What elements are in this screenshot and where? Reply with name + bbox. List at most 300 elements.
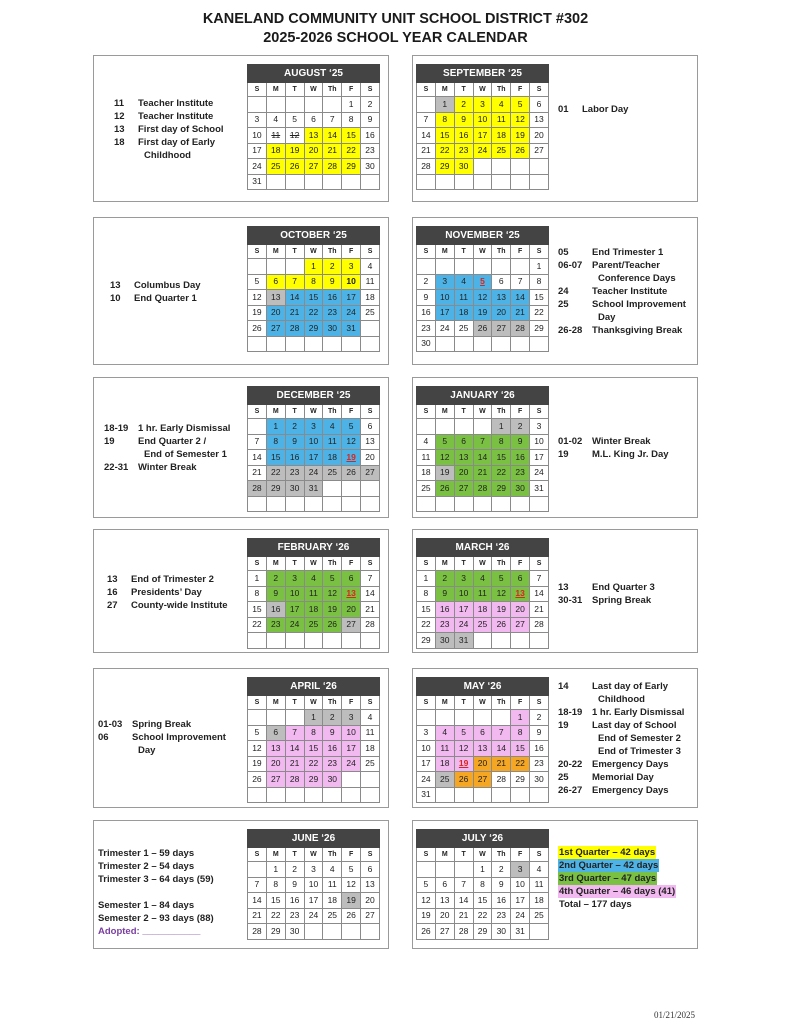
month-header-february: FEBRUARY ‘26 — [248, 539, 380, 557]
day-cell: 27 — [530, 143, 549, 159]
day-cell: 11 — [323, 877, 342, 893]
note-text: School Improvement — [592, 299, 686, 310]
month-header-june: JUNE ‘26 — [248, 830, 380, 848]
weekday-label: M — [266, 245, 285, 259]
day-cell: 5 — [435, 434, 454, 450]
day-cell: 13 — [492, 290, 511, 306]
day-number: 13 — [515, 588, 525, 599]
day-cell: 28 — [492, 772, 511, 788]
day-cell: 26 — [454, 772, 473, 788]
day-cell: 14 — [248, 450, 267, 466]
day-cell: 21 — [473, 465, 492, 481]
weekday-label: M — [435, 245, 454, 259]
day-cell — [492, 159, 511, 175]
weekday-label: S — [248, 696, 267, 710]
weekday-label: W — [304, 405, 323, 419]
note-row — [558, 732, 684, 745]
note-row — [114, 136, 224, 149]
weekday-label: Th — [492, 696, 511, 710]
calendar-june — [247, 829, 380, 940]
note-row — [558, 259, 686, 272]
calendar-december — [247, 386, 380, 512]
note-row — [558, 448, 669, 461]
month-header-may: MAY ‘26 — [417, 678, 549, 696]
note-date: 25 — [558, 299, 569, 310]
day-cell — [248, 862, 267, 878]
weekday-label: F — [342, 405, 361, 419]
day-cell: 11 — [530, 877, 549, 893]
day-cell — [248, 787, 267, 803]
notes-december — [104, 422, 230, 474]
weekday-label: W — [473, 405, 492, 419]
note-row — [104, 422, 230, 435]
day-cell: 27 — [342, 617, 361, 633]
day-cell: 26 — [323, 617, 342, 633]
day-cell: 20 — [454, 465, 473, 481]
day-cell: 13 — [361, 877, 380, 893]
day-cell — [342, 450, 361, 466]
day-cell: 31 — [248, 174, 267, 190]
day-cell — [361, 321, 380, 337]
day-cell: 16 — [323, 741, 342, 757]
legend-quarter-3: 3rd Quarter – 47 days — [559, 873, 657, 884]
note-text: Winter Break — [138, 462, 197, 473]
note-text: Day — [598, 312, 616, 323]
day-cell: 29 — [435, 159, 454, 175]
day-cell: 14 — [285, 290, 304, 306]
day-cell: 1 — [511, 710, 530, 726]
day-cell — [454, 259, 473, 275]
day-cell: 23 — [530, 756, 549, 772]
day-cell: 17 — [417, 756, 436, 772]
weekday-label: T — [285, 696, 304, 710]
day-cell: 10 — [285, 586, 304, 602]
day-cell — [304, 336, 323, 352]
day-cell — [473, 336, 492, 352]
day-cell: 28 — [248, 481, 267, 497]
day-cell — [248, 710, 267, 726]
trimester-3-total: Trimester 3 – 64 days (59) — [98, 874, 214, 885]
note-text: Thanksgiving Break — [592, 325, 683, 336]
day-cell — [473, 633, 492, 649]
day-cell: 18 — [266, 143, 285, 159]
day-cell: 8 — [266, 434, 285, 450]
day-cell: 25 — [304, 617, 323, 633]
day-cell — [435, 174, 454, 190]
day-number: 19 — [458, 758, 469, 769]
day-cell — [530, 924, 549, 940]
weekday-label: F — [342, 83, 361, 97]
day-cell: 11 — [454, 290, 473, 306]
weekday-label: M — [435, 83, 454, 97]
day-cell: 4 — [323, 862, 342, 878]
note-row — [558, 581, 655, 594]
note-row — [114, 149, 224, 162]
day-cell: 13 — [266, 290, 285, 306]
day-cell — [342, 586, 361, 602]
weekday-label: F — [342, 557, 361, 571]
notes-november — [558, 246, 686, 337]
note-row — [558, 680, 684, 693]
day-cell: 1 — [266, 862, 285, 878]
day-cell — [492, 787, 511, 803]
day-cell: 8 — [304, 725, 323, 741]
weekday-label: F — [511, 848, 530, 862]
weekday-label: W — [473, 848, 492, 862]
day-cell: 17 — [342, 741, 361, 757]
day-cell: 14 — [248, 893, 267, 909]
note-text: End of Trimester 3 — [598, 746, 681, 757]
day-cell: 10 — [435, 290, 454, 306]
day-cell — [304, 97, 323, 113]
note-row — [110, 279, 201, 292]
day-cell: 18 — [454, 305, 473, 321]
month-header-march: MARCH ‘26 — [417, 539, 549, 557]
weekday-label: T — [454, 696, 473, 710]
quarter-legend — [558, 846, 676, 911]
day-cell — [285, 496, 304, 512]
note-date: 24 — [558, 286, 569, 297]
day-cell: 15 — [530, 290, 549, 306]
month-header-january: JANUARY ‘26 — [417, 387, 549, 405]
day-cell: 31 — [511, 924, 530, 940]
day-cell: 26 — [342, 465, 361, 481]
day-cell: 30 — [454, 159, 473, 175]
day-cell — [285, 259, 304, 275]
day-cell: 7 — [285, 725, 304, 741]
note-row — [558, 435, 669, 448]
day-cell — [511, 259, 530, 275]
day-cell: 9 — [454, 112, 473, 128]
day-cell: 23 — [266, 617, 285, 633]
day-cell: 6 — [266, 274, 285, 290]
day-cell: 25 — [435, 772, 454, 788]
note-row — [558, 285, 686, 298]
weekday-label: T — [454, 557, 473, 571]
day-cell — [361, 633, 380, 649]
day-cell — [285, 128, 304, 144]
calendar-february — [247, 538, 380, 649]
month-header-october: OCTOBER ‘25 — [248, 227, 380, 245]
note-row — [558, 324, 686, 337]
weekday-label: W — [304, 848, 323, 862]
day-cell: 30 — [417, 336, 436, 352]
day-cell: 12 — [323, 586, 342, 602]
day-cell: 15 — [342, 128, 361, 144]
day-cell: 19 — [342, 893, 361, 909]
day-cell — [435, 419, 454, 435]
note-text: Childhood — [144, 150, 191, 161]
calendar-january — [416, 386, 549, 512]
day-cell: 15 — [417, 602, 436, 618]
weekday-label: M — [435, 557, 454, 571]
day-cell: 26 — [248, 321, 267, 337]
note-row — [558, 693, 684, 706]
day-cell: 3 — [285, 571, 304, 587]
weekday-label: S — [417, 848, 436, 862]
day-cell: 2 — [492, 862, 511, 878]
day-cell — [473, 174, 492, 190]
day-cell: 6 — [454, 434, 473, 450]
weekday-label: S — [361, 83, 380, 97]
day-cell — [530, 633, 549, 649]
day-cell: 24 — [342, 756, 361, 772]
day-cell: 8 — [342, 112, 361, 128]
day-cell: 18 — [530, 893, 549, 909]
weekday-label: F — [511, 83, 530, 97]
day-cell: 9 — [266, 586, 285, 602]
day-cell: 9 — [511, 434, 530, 450]
day-cell: 23 — [435, 617, 454, 633]
day-cell: 28 — [361, 617, 380, 633]
note-row — [558, 594, 655, 607]
day-cell: 14 — [511, 290, 530, 306]
day-cell: 4 — [530, 862, 549, 878]
day-cell — [304, 787, 323, 803]
day-cell: 27 — [511, 617, 530, 633]
day-cell — [285, 174, 304, 190]
day-cell: 25 — [323, 908, 342, 924]
day-cell: 9 — [417, 290, 436, 306]
note-text: First day of School — [138, 124, 224, 135]
day-cell: 3 — [454, 571, 473, 587]
trimester-2-total: Trimester 2 – 54 days — [98, 861, 195, 872]
day-cell: 3 — [248, 112, 267, 128]
day-cell: 11 — [361, 725, 380, 741]
day-cell: 19 — [492, 602, 511, 618]
note-date: 01-02 — [558, 436, 583, 447]
day-cell: 4 — [361, 259, 380, 275]
day-cell: 31 — [304, 481, 323, 497]
day-cell: 3 — [473, 97, 492, 113]
weekday-label: T — [454, 245, 473, 259]
day-cell: 15 — [266, 450, 285, 466]
day-cell: 15 — [435, 128, 454, 144]
note-row — [98, 744, 226, 757]
month-header-november: NOVEMBER ‘25 — [417, 227, 549, 245]
day-cell: 23 — [417, 321, 436, 337]
day-cell: 3 — [304, 419, 323, 435]
month-header-july: JULY ‘26 — [417, 830, 549, 848]
note-date: 27 — [107, 600, 118, 611]
day-cell: 8 — [417, 586, 436, 602]
day-cell: 10 — [473, 112, 492, 128]
day-cell: 21 — [285, 305, 304, 321]
weekday-label: Th — [323, 557, 342, 571]
note-date: 25 — [558, 772, 569, 783]
note-text: Conference Days — [598, 273, 676, 284]
weekday-label: W — [473, 245, 492, 259]
day-cell: 22 — [266, 465, 285, 481]
district-title: KANELAND COMMUNITY UNIT SCHOOL DISTRICT #302 — [202, 11, 589, 27]
day-cell — [266, 97, 285, 113]
day-cell: 21 — [248, 465, 267, 481]
day-cell — [435, 862, 454, 878]
note-row — [558, 706, 684, 719]
day-cell — [417, 174, 436, 190]
day-cell: 2 — [454, 97, 473, 113]
day-cell — [361, 481, 380, 497]
day-cell — [248, 259, 267, 275]
semester-1-total: Semester 1 – 84 days — [98, 900, 195, 911]
day-cell: 23 — [511, 465, 530, 481]
day-cell: 30 — [323, 321, 342, 337]
day-cell: 31 — [417, 787, 436, 803]
day-cell: 4 — [417, 434, 436, 450]
day-cell: 28 — [511, 321, 530, 337]
note-row — [98, 718, 226, 731]
day-cell: 30 — [511, 481, 530, 497]
note-date: 13 — [107, 574, 118, 585]
day-cell — [454, 862, 473, 878]
day-cell: 15 — [304, 290, 323, 306]
day-cell: 8 — [530, 274, 549, 290]
day-cell — [454, 496, 473, 512]
day-cell: 2 — [285, 419, 304, 435]
day-cell: 25 — [361, 305, 380, 321]
weekday-label: T — [285, 245, 304, 259]
day-cell — [454, 419, 473, 435]
day-cell — [248, 97, 267, 113]
note-date: 14 — [558, 681, 569, 692]
day-cell — [323, 481, 342, 497]
day-cell: 14 — [492, 741, 511, 757]
note-row — [558, 103, 628, 116]
day-cell: 31 — [530, 481, 549, 497]
day-cell — [511, 159, 530, 175]
day-cell — [304, 496, 323, 512]
day-cell — [248, 336, 267, 352]
note-text: Parent/Teacher — [592, 260, 660, 271]
day-cell: 28 — [454, 924, 473, 940]
day-cell: 6 — [492, 274, 511, 290]
day-cell — [266, 496, 285, 512]
note-row — [98, 731, 226, 744]
day-cell: 16 — [492, 893, 511, 909]
note-row — [114, 110, 224, 123]
day-cell — [435, 259, 454, 275]
day-cell — [511, 633, 530, 649]
semester-2-total: Semester 2 – 93 days (88) — [98, 913, 214, 924]
day-cell: 11 — [473, 586, 492, 602]
weekday-label: W — [304, 557, 323, 571]
month-header-september: SEPTEMBER ‘25 — [417, 65, 549, 83]
weekday-label: S — [530, 848, 549, 862]
calendar-title: 2025-2026 SCHOOL YEAR CALENDAR — [263, 30, 528, 46]
note-row — [558, 719, 684, 732]
day-cell: 17 — [304, 893, 323, 909]
day-cell: 24 — [304, 908, 323, 924]
legend-quarter-1: 1st Quarter – 42 days — [559, 847, 656, 858]
day-cell: 10 — [342, 725, 361, 741]
day-cell: 13 — [530, 112, 549, 128]
note-date: 19 — [558, 720, 569, 731]
weekday-label: M — [266, 696, 285, 710]
weekday-label: Th — [323, 848, 342, 862]
weekday-label: T — [285, 557, 304, 571]
day-cell — [304, 924, 323, 940]
day-cell: 14 — [361, 586, 380, 602]
day-cell: 12 — [248, 741, 267, 757]
day-cell: 16 — [266, 602, 285, 618]
note-text: End Quarter 2 / — [138, 436, 207, 447]
day-cell: 5 — [454, 725, 473, 741]
day-cell: 17 — [530, 450, 549, 466]
day-cell: 4 — [266, 112, 285, 128]
day-cell — [342, 174, 361, 190]
day-cell: 28 — [248, 924, 267, 940]
day-cell: 27 — [304, 159, 323, 175]
day-cell: 1 — [248, 571, 267, 587]
note-text: M.L. King Jr. Day — [592, 449, 669, 460]
day-cell: 18 — [361, 741, 380, 757]
weekday-label: Th — [492, 245, 511, 259]
day-cell: 3 — [417, 725, 436, 741]
day-cell — [473, 710, 492, 726]
day-cell: 30 — [285, 481, 304, 497]
day-number: 11 — [271, 129, 281, 140]
day-cell: 4 — [304, 571, 323, 587]
day-cell — [511, 336, 530, 352]
note-row — [558, 272, 686, 285]
note-row — [558, 758, 684, 771]
day-cell: 24 — [530, 465, 549, 481]
weekday-label: F — [511, 696, 530, 710]
calendar-march — [416, 538, 549, 649]
note-date: 20-22 — [558, 759, 583, 770]
day-cell — [361, 336, 380, 352]
day-cell: 12 — [492, 586, 511, 602]
day-cell — [454, 710, 473, 726]
day-cell: 10 — [417, 741, 436, 757]
weekday-label: S — [361, 848, 380, 862]
day-cell — [342, 772, 361, 788]
day-cell: 8 — [473, 877, 492, 893]
day-cell: 29 — [473, 924, 492, 940]
day-cell — [285, 633, 304, 649]
day-cell: 27 — [492, 321, 511, 337]
day-cell: 18 — [417, 465, 436, 481]
day-cell: 7 — [323, 112, 342, 128]
day-cell: 7 — [454, 877, 473, 893]
day-cell: 20 — [342, 602, 361, 618]
day-cell: 24 — [473, 143, 492, 159]
day-cell: 6 — [473, 725, 492, 741]
day-cell — [417, 419, 436, 435]
day-cell: 22 — [511, 756, 530, 772]
day-cell: 30 — [530, 772, 549, 788]
day-cell: 4 — [435, 725, 454, 741]
day-cell: 5 — [342, 862, 361, 878]
day-cell — [530, 159, 549, 175]
footer-date: 01/21/2025 — [654, 1010, 696, 1020]
weekday-label: M — [435, 848, 454, 862]
day-cell: 22 — [435, 143, 454, 159]
day-cell: 12 — [417, 893, 436, 909]
note-date: 01-03 — [98, 719, 123, 730]
note-row — [104, 448, 230, 461]
note-text: End of Trimester 2 — [131, 574, 214, 585]
day-cell: 16 — [511, 450, 530, 466]
day-cell — [454, 174, 473, 190]
weekday-label: S — [361, 405, 380, 419]
day-cell: 25 — [454, 321, 473, 337]
day-cell: 29 — [304, 772, 323, 788]
weekday-label: Th — [323, 83, 342, 97]
day-cell: 17 — [454, 602, 473, 618]
note-text: Labor Day — [582, 104, 629, 115]
note-date: 22-31 — [104, 462, 129, 473]
